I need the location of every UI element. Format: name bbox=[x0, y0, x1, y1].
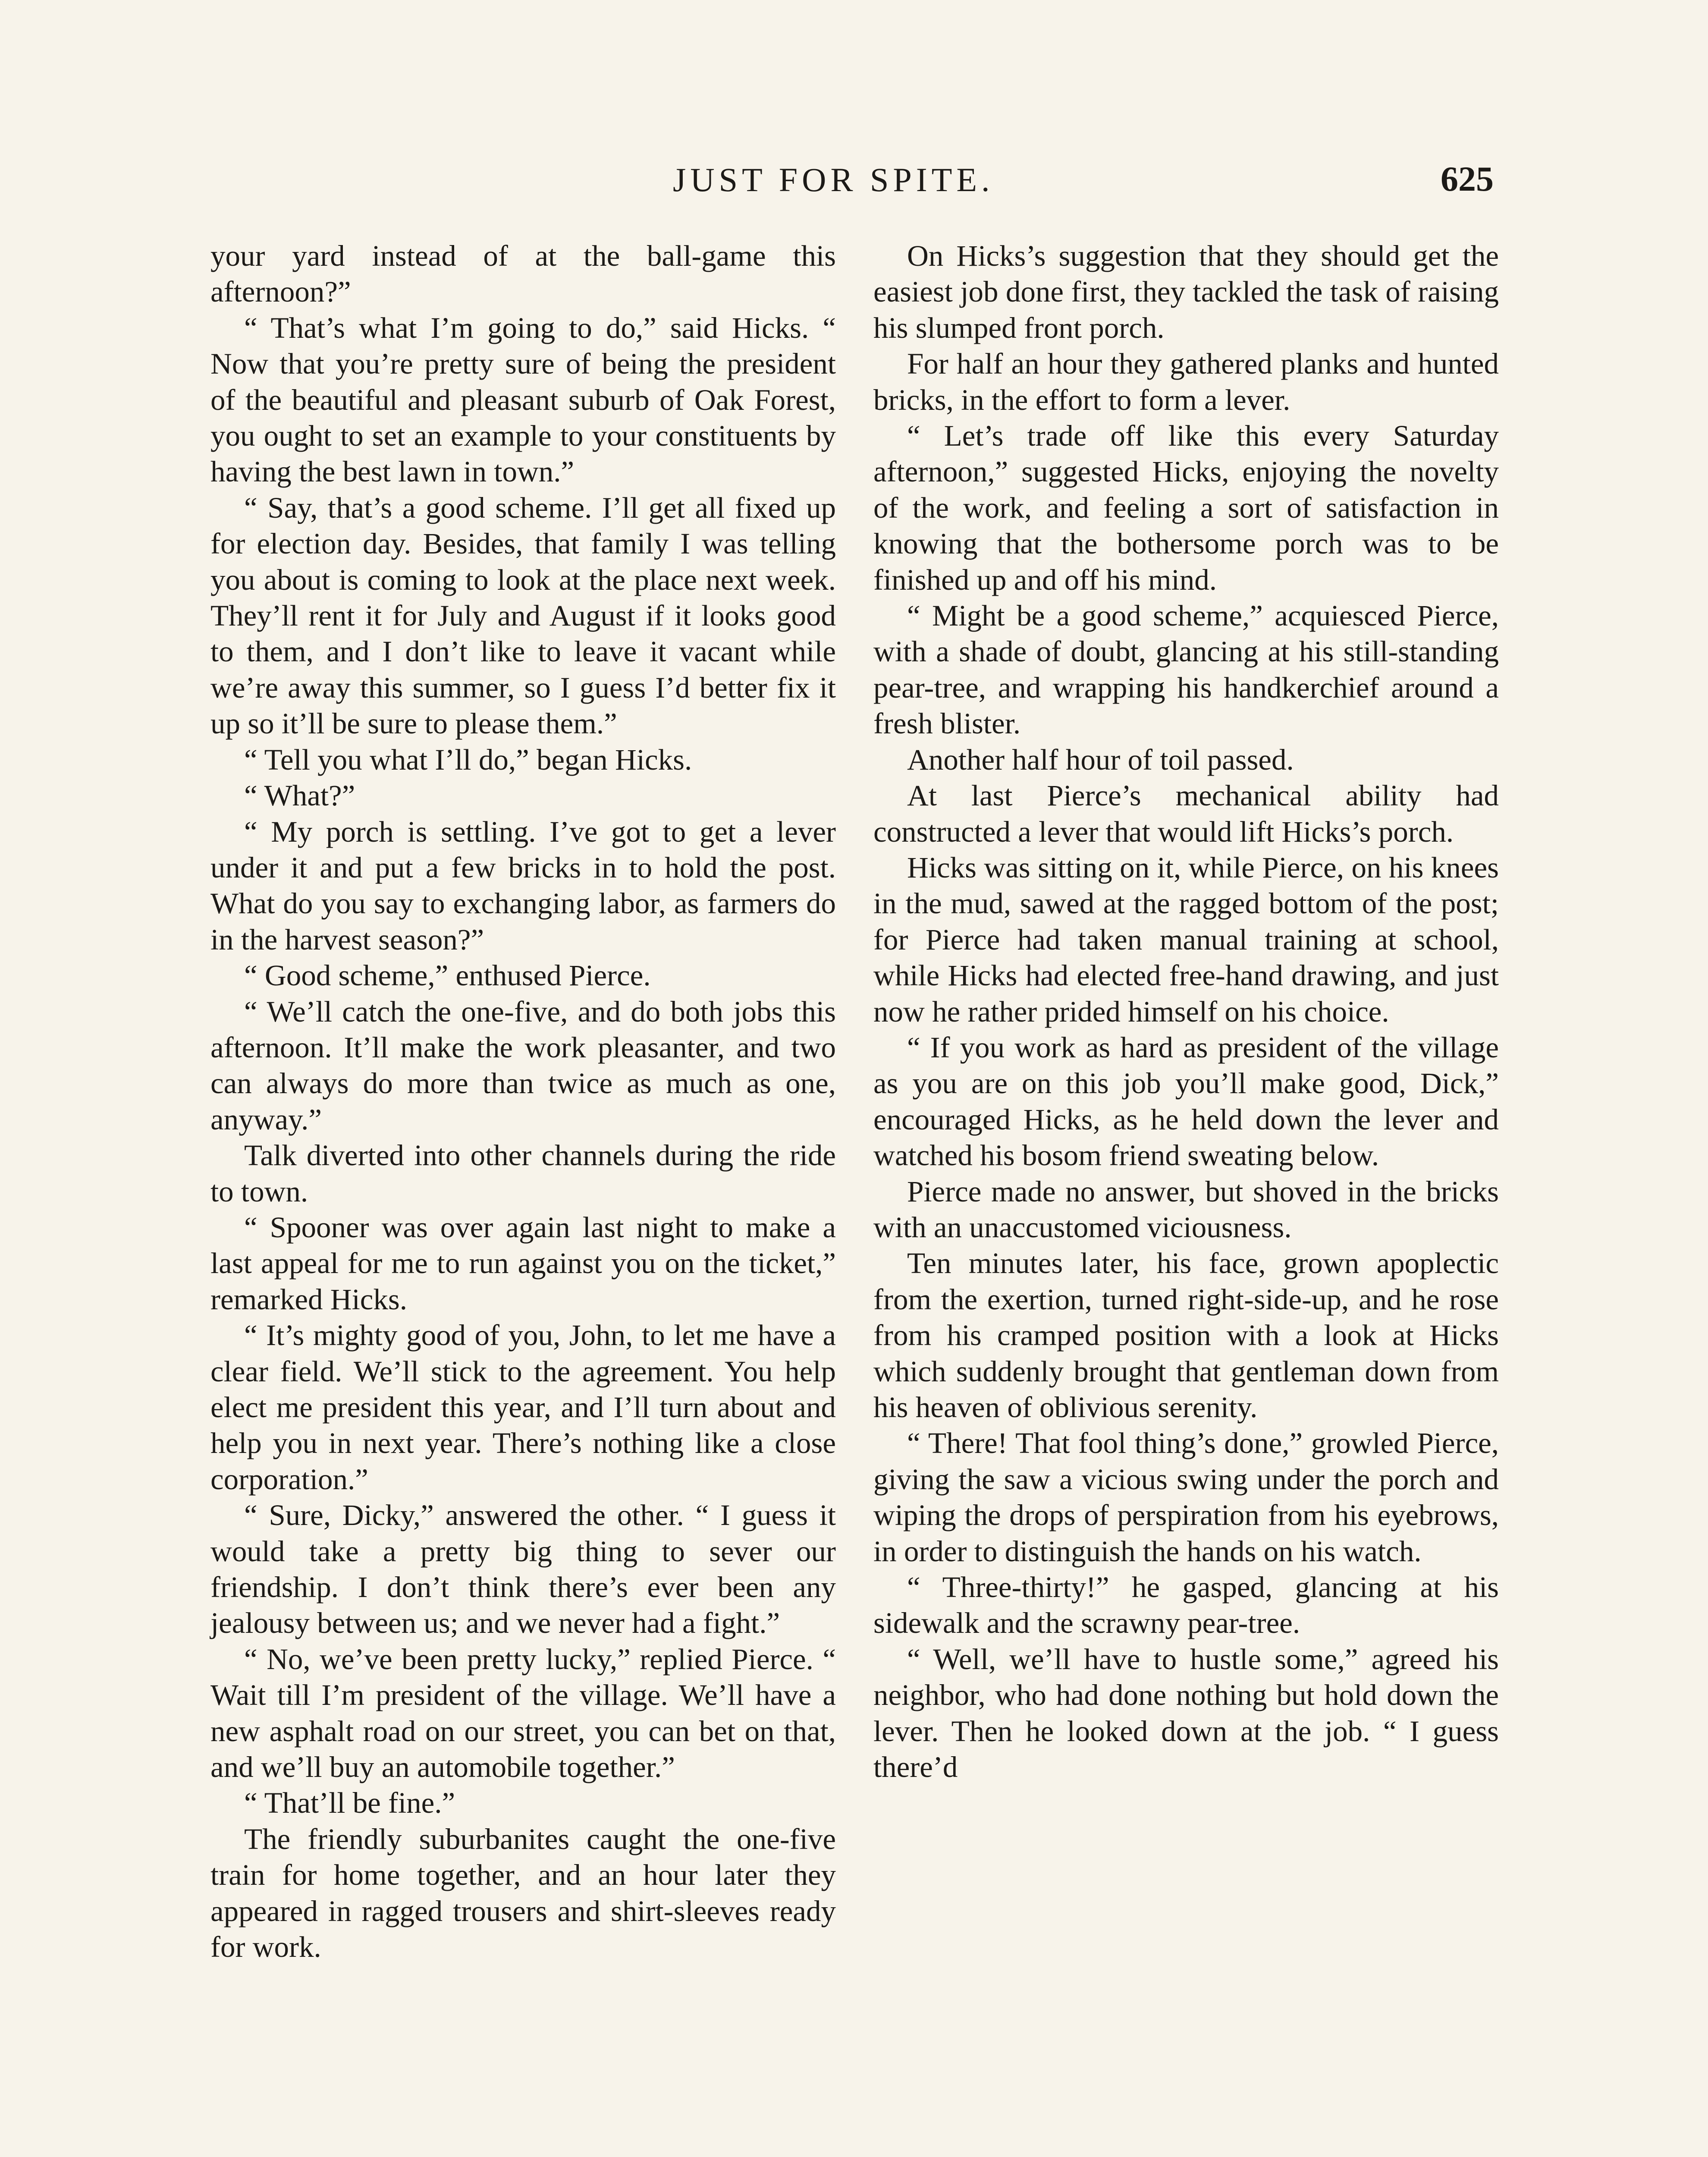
paragraph: For half an hour they gathered planks and hunted bricks, in the effort to form a lever. bbox=[873, 347, 1499, 416]
left-column bbox=[210, 238, 836, 1965]
paragraph: “ My porch is settling. I’ve got to get a lever under it and put a few bricks in to hold the post. What do you say to exchanging labor, as farmers do in the harvest season?” bbox=[210, 815, 836, 956]
paragraph: “ If you work as hard as president of the village as you are on this job you’ll make good, Dick,” encouraged Hicks, as he held down the lever and watched his bosom friend sweating below. bbox=[873, 1031, 1499, 1172]
paragraph: your yard instead of at the ball-game this afternoon?” bbox=[210, 239, 836, 308]
paragraph: “ That’ll be fine.” bbox=[244, 1786, 455, 1820]
right-column bbox=[873, 238, 1499, 1785]
paragraph: “ Well, we’ll have to hustle some,” agreed his neighbor, who had done nothing but hold down the lever. Then he looked down at the job. “ I guess there’d bbox=[873, 1642, 1499, 1784]
paragraph: “ It’s mighty good of you, John, to let me have a clear field. We’ll stick to the agreement. You help elect me president this year, and I’ll turn about and help you in next year. There’s nothing like a close corporation.” bbox=[210, 1319, 836, 1496]
page-header bbox=[0, 160, 1708, 212]
paragraph: “ Spooner was over again last night to make a last appeal for me to run against you on the ticket,” remarked Hicks. bbox=[210, 1211, 836, 1316]
paragraph: Another half hour of toil passed. bbox=[907, 743, 1294, 776]
paragraph: “ Tell you what I’ll do,” began Hicks. bbox=[244, 743, 692, 776]
paragraph: “ Say, that’s a good scheme. I’ll get all fixed up for election day. Besides, that family I was telling you about is coming to look at the place next week. They’ll rent it for July and August if it looks good to them, and I don’t like to leave it vacant while we’re away this summer, so I guess I’d better fix it up so it’ll be sure to please them.” bbox=[210, 491, 836, 740]
paragraph: “ What?” bbox=[244, 779, 355, 812]
paragraph: Hicks was sitting on it, while Pierce, on his knees in the mud, sawed at the ragged bottom of the post; for Pierce had taken manual training at school, while Hicks had elected free-hand drawing, and just now he rather prided himself on his choice. bbox=[873, 851, 1499, 1028]
paragraph: Ten minutes later, his face, grown apoplectic from the exertion, turned right-side-up, and he rose from his cramped position with a look at Hicks which suddenly brought that gentleman down from his heaven of oblivious serenity. bbox=[873, 1247, 1499, 1424]
paragraph: At last Pierce’s mechanical ability had constructed a lever that would lift Hicks’s porch. bbox=[873, 779, 1499, 848]
page-number: 625 bbox=[1441, 159, 1494, 198]
paragraph: “ Good scheme,” enthused Pierce. bbox=[244, 959, 651, 992]
paragraph: The friendly suburbanites caught the one-five train for home together, and an hour later they appeared in ragged trousers and shirt-sleeves ready for work. bbox=[210, 1822, 836, 1964]
paragraph: Talk diverted into other channels during the ride to town. bbox=[210, 1139, 836, 1208]
paragraph: “ We’ll catch the one-five, and do both jobs this afternoon. It’ll make the work pleasanter, and two can always do more than twice as much as one, anyway.” bbox=[210, 995, 836, 1136]
running-title: JUST FOR SPITE. bbox=[673, 161, 994, 198]
paragraph: On Hicks’s suggestion that they should get the easiest job done first, they tackled the task of raising his slumped front porch. bbox=[873, 239, 1499, 344]
paragraph: “ No, we’ve been pretty lucky,” replied Pierce. “ Wait till I’m president of the village. We’ll have a new asphalt road on our street, you can bet on that, and we’ll buy an automobile together.” bbox=[210, 1642, 836, 1784]
paragraph: “ Might be a good scheme,” acquiesced Pierce, with a shade of doubt, glancing at his still-standing pear-tree, and wrapping his handkerchief around a fresh blister. bbox=[873, 599, 1499, 740]
paragraph: Pierce made no answer, but shoved in the bricks with an unaccustomed viciousness. bbox=[873, 1175, 1499, 1244]
paragraph: “ Let’s trade off like this every Saturday afternoon,” suggested Hicks, enjoying the novelty of the work, and feeling a sort of satisfaction in knowing that the bothersome porch was to be finished up and off his mind. bbox=[873, 419, 1499, 596]
paragraph: “ Sure, Dicky,” answered the other. “ I guess it would take a pretty big thing to sever our friendship. I don’t think there’s ever been any jealousy between us; and we never had a fight.” bbox=[210, 1499, 836, 1640]
paragraph: “ Three-thirty!” he gasped, glancing at his sidewalk and the scrawny pear-tree. bbox=[873, 1571, 1499, 1640]
paragraph: “ That’s what I’m going to do,” said Hicks. “ Now that you’re pretty sure of being the president of the beautiful and pleasant suburb of Oak Forest, you ought to set an example to your constituents by having the best lawn in town.” bbox=[210, 311, 836, 488]
paragraph: “ There! That fool thing’s done,” growled Pierce, giving the saw a vicious swing under the porch and wiping the drops of perspiration from his eyebrows, in order to distinguish the hands on his watch. bbox=[873, 1427, 1499, 1568]
